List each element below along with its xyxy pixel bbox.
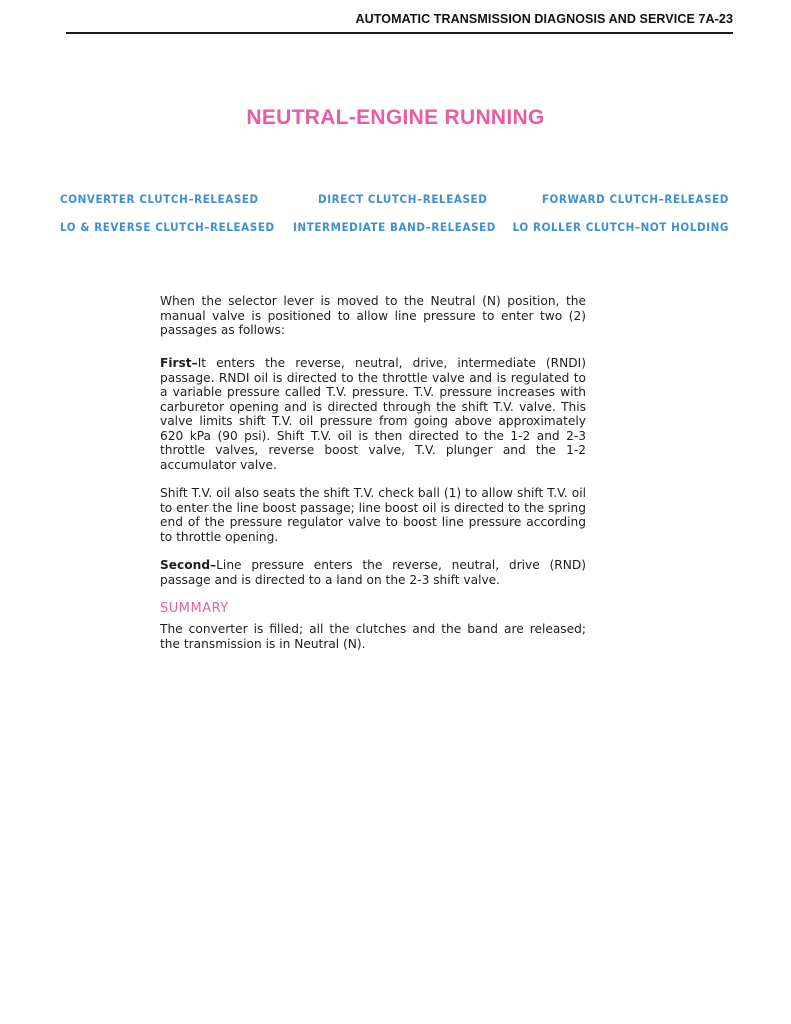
page-title: NEUTRAL-ENGINE RUNNING (246, 106, 545, 129)
first-paragraph (160, 356, 586, 472)
second-body: Line pressure enters the reverse, neutral, drive (RND) passage and is directed to a land on the 2-3 shift valve. (160, 558, 586, 587)
first-body: It enters the reverse, neutral, drive, intermediate (RNDI) passage. RNDI oil is directed to the throttle valve and is regulated to a variable pressure called T.V. pressure. T.V. pressure increases with carburetor opening and is directed through the shift T.V. valve. This valve limits shift T.V. oil pressure from going above approximately 620 kPa (90 psi). Shift T.V. oil is then directed to the 1-2 and 2-3 throttle valves, reverse boost valve, T.V. plunger and the 1-2 accumulator valve. (160, 356, 586, 472)
running-title: AUTOMATIC TRANSMISSION DIAGNOSIS AND SERVICE 7A-23 (355, 12, 733, 26)
status-converter-clutch: CONVERTER CLUTCH–RELEASED (60, 192, 259, 206)
second-paragraph (160, 558, 586, 587)
summary-heading: SUMMARY (160, 601, 229, 616)
page-header (66, 10, 733, 34)
second-lead: Second– (160, 558, 217, 572)
shift-tv-paragraph: Shift T.V. oil also seats the shift T.V. check ball (1) to allow shift T.V. oil to enter the line boost passage; line boost oil is directed to the spring end of the pressure regulator valve to boost line pressure according to throttle opening. (160, 486, 586, 544)
status-forward-clutch: FORWARD CLUTCH–RELEASED (541, 192, 729, 206)
status-lo-roller-clutch: LO ROLLER CLUTCH–NOT HOLDING (512, 220, 729, 234)
status-lo-reverse-clutch: LO & REVERSE CLUTCH–RELEASED (60, 220, 275, 234)
status-direct-clutch: DIRECT CLUTCH–RELEASED (318, 192, 488, 206)
summary-paragraph: The converter is filled; all the clutches and the band are released; the transmission is in Neutral (N). (160, 622, 586, 651)
first-lead: First– (160, 356, 198, 370)
status-intermediate-band: INTERMEDIATE BAND–RELEASED (293, 220, 496, 234)
intro-paragraph: When the selector lever is moved to the Neutral (N) position, the manual valve is positioned to allow line pressure to enter two (2) passages as follows: (160, 294, 586, 337)
